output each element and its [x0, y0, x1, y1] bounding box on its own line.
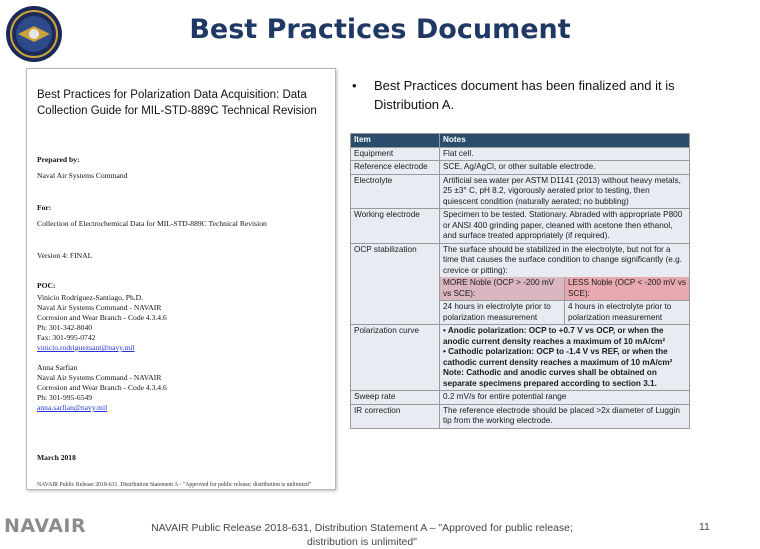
anodic-text: • Anodic polarization: OCP to +0.7 V vs OCP, or when the anodic current density reaches a maximum of 10 mA/cm²: [443, 326, 666, 346]
header-notes: Notes: [440, 134, 690, 148]
row-item: OCP stabilization: [351, 243, 440, 325]
footer-release-text: NAVAIR Public Release 2018-631, Distribution Statement A – "Approved for public release; distribution is unlimited": [151, 522, 573, 548]
table-row-ocp: [351, 243, 690, 325]
row-notes: Specimen to be tested. Stationary. Abraded with appropriate P800 or ANSI 400 grinding paper, cleaned with acetone then ethanol, and surface treated appropriately (if required).: [440, 209, 690, 244]
document-footer-note: NAVAIR Public Release 2018-631. Distribution Statement A - "Approved for public release; distribution is unlimited": [37, 482, 312, 488]
ocp-notes-cell: [440, 243, 690, 325]
table-row: [351, 209, 690, 244]
version: Version 4: FINAL: [37, 251, 93, 260]
less-noble-cell: LESS Noble (OCP < -200 mV vs SCE):: [565, 277, 690, 301]
prepared-by-label: Prepared by:: [37, 155, 80, 164]
table-row: [351, 147, 690, 161]
navair-logo: NAVAIR: [4, 515, 87, 537]
table-row: [351, 161, 690, 175]
table-row-polarization: [351, 325, 690, 391]
table-row: [351, 404, 690, 428]
row-item: Reference electrode: [351, 161, 440, 175]
row-item: Sweep rate: [351, 391, 440, 405]
header-item: Item: [351, 134, 440, 148]
poc2-phone: Ph: 301-995-6549: [37, 393, 93, 402]
row-notes: SCE, Ag/AgCl, or other suitable electrode.: [440, 161, 690, 175]
row-notes: The reference electrode should be placed >2x diameter of Luggin tip from the working electrode.: [440, 404, 690, 428]
poc1-branch: Corrosion and Wear Branch - Code 4.3.4.6: [37, 313, 167, 322]
bullet-point: [352, 76, 702, 114]
row-notes: Flat cell.: [440, 147, 690, 161]
row-item: Polarization curve: [351, 325, 440, 391]
polarization-notes: [440, 325, 690, 391]
bullet-symbol: •: [352, 78, 357, 93]
row-item: Equipment: [351, 147, 440, 161]
document-preview: [26, 68, 336, 490]
poc1-email[interactable]: vinicio.rodriguezsant@navy.mil: [37, 343, 135, 352]
cathodic-text: • Cathodic polarization: OCP to -1.4 V vs REF, or when the cathodic current density reaches a maximum of 10 mA/cm²: [443, 347, 673, 367]
less-noble-time: 4 hours in electrolyte prior to polarization measurement: [565, 301, 690, 325]
document-date: March 2018: [37, 453, 76, 462]
bullet-text: Best Practices document has been finalized and it is Distribution A.: [374, 78, 675, 112]
row-notes: Artificial sea water per ASTM D1141 (2013) without heavy metals, 25 ±3° C, pH 8.2, vigorously aerated prior to testing, then quiescent condition (naturally aerated; no bubbling): [440, 174, 690, 209]
row-item: IR correction: [351, 404, 440, 428]
prepared-by: Naval Air Systems Command: [37, 171, 128, 180]
slide-title: Best Practices Document: [189, 14, 571, 45]
for-text: Collection of Electrochemical Data for MIL-STD-889C Technical Revision: [37, 219, 267, 228]
row-item: Working electrode: [351, 209, 440, 244]
page-number: 11: [699, 521, 710, 533]
table-row: [351, 391, 690, 405]
poc2-name: Anna Sarfian: [37, 363, 78, 372]
poc2-email[interactable]: anna.sarfian@navy.mil: [37, 403, 108, 412]
ocp-notes: The surface should be stabilized in the electrolyte, but not for a time that causes the surface condition to change significantly (e.g. crevice or pitting):: [443, 244, 682, 275]
poc2-branch: Corrosion and Wear Branch - Code 4.3.4.6: [37, 383, 167, 392]
settings-table: [350, 133, 690, 429]
more-noble-cell: MORE Noble (OCP > -200 mV vs SCE):: [440, 277, 565, 301]
poc1-phone: Ph: 301-342-8040: [37, 323, 93, 332]
more-noble-time: 24 hours in electrolyte prior to polarization measurement: [440, 301, 565, 325]
row-item: Electrolyte: [351, 174, 440, 209]
ocp-subtable: [440, 277, 689, 324]
poc-label: POC:: [37, 281, 56, 290]
poc1-org: Naval Air Systems Command - NAVAIR: [37, 303, 162, 312]
poc2-org: Naval Air Systems Command - NAVAIR: [37, 373, 162, 382]
poc1-name: Vinicio Rodriguez-Santiago, Ph.D.: [37, 293, 144, 302]
for-label: For:: [37, 203, 52, 212]
polarization-note: Note: Cathodic and anodic curves shall be obtained on separate specimens prepared according to section 3.1.: [443, 368, 657, 388]
table-row: [351, 174, 690, 209]
row-notes: 0.2 mV/s for entire potential range: [440, 391, 690, 405]
poc1-fax: Fax: 301-995-0742: [37, 333, 96, 342]
table-header-row: [351, 134, 690, 148]
document-title: Best Practices for Polarization Data Acquisition: Data Collection Guide for MIL-STD-889C Technical Revision: [37, 89, 317, 117]
